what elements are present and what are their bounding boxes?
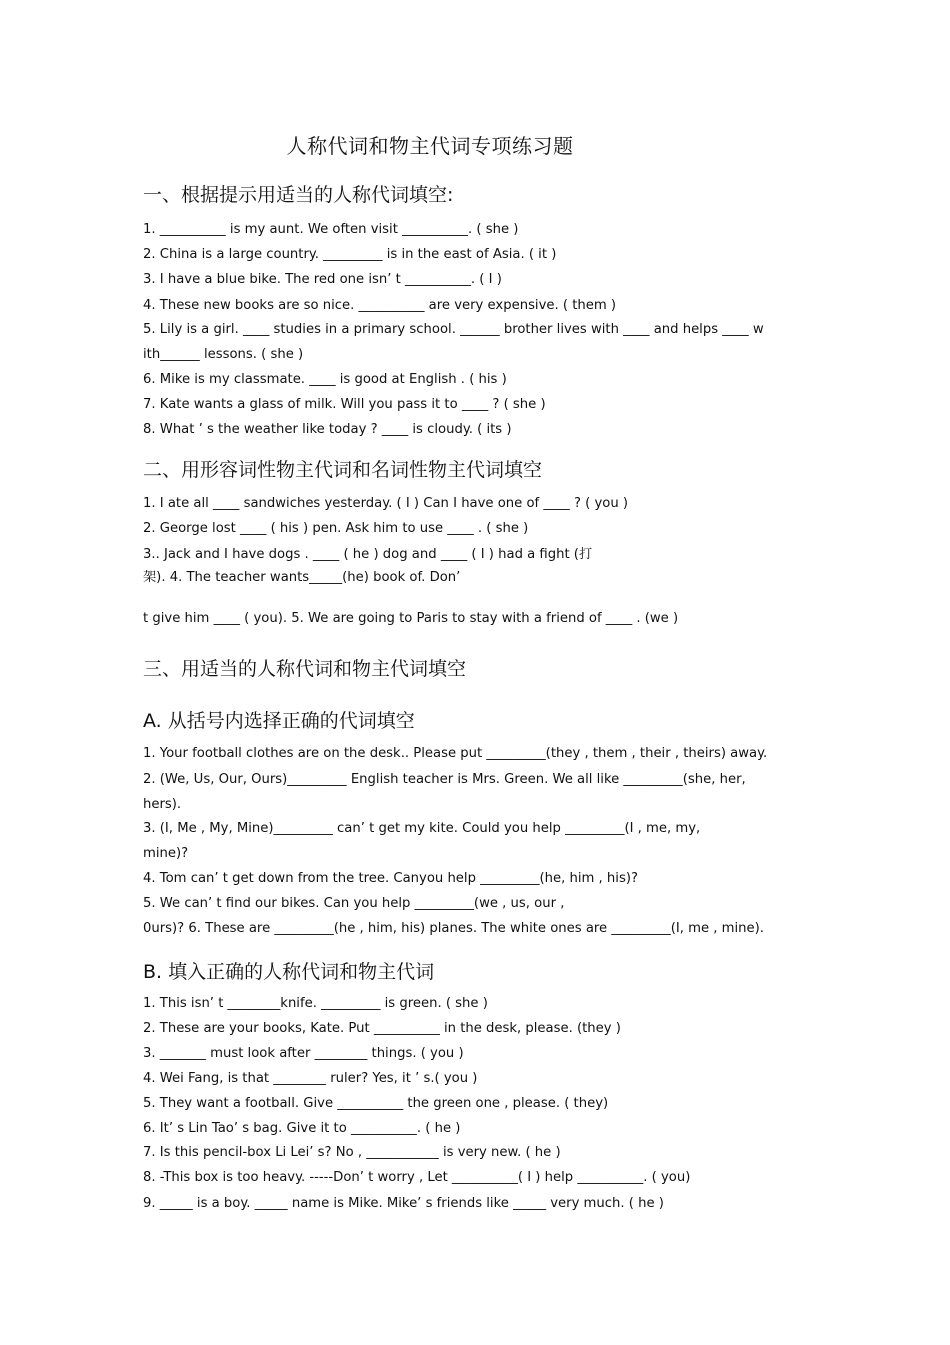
exercise-line: 1. I ate all ____ sandwiches yesterday. ( I ) Can I have one of ____ ? ( you ) — [143, 496, 629, 511]
exercise-line: hers). — [143, 797, 182, 812]
exercise-line: 6. It’ s Lin Tao’ s bag. Give it to __________. ( he ) — [143, 1121, 461, 1136]
exercise-line: t give him ____ ( you). 5. We are going to Paris to stay with a friend of ____ . (we ) — [143, 611, 679, 626]
page-title: 人称代词和物主代词专项练习题 — [286, 134, 574, 158]
exercise-line: 3. _______ must look after ________ things. ( you ) — [143, 1046, 464, 1061]
exercise-line: 1. __________ is my aunt. We often visit __________. ( she ) — [143, 222, 519, 237]
exercise-line: ith______ lessons. ( she ) — [143, 347, 304, 362]
exercise-line: 0urs)? 6. These are _________(he , him, his) planes. The white ones are _________(I, me , mine). — [143, 921, 764, 936]
part-a-heading: A. 从括号内选择正确的代词填空 — [143, 710, 415, 732]
exercise-line: 7. Kate wants a glass of milk. Will you pass it to ____ ? ( she ) — [143, 397, 546, 412]
exercise-line: 4. Wei Fang, is that ________ ruler? Yes, it ’ s.( you ) — [143, 1071, 478, 1086]
exercise-line: 1. Your football clothes are on the desk.. Please put _________(they , them , their , theirs) away. — [143, 746, 768, 761]
exercise-line: 3. I have a blue bike. The red one isn’ t __________. ( I ) — [143, 272, 502, 287]
exercise-line: 2. (We, Us, Our, Ours)_________ English teacher is Mrs. Green. We all like _________(she, her, — [143, 772, 746, 787]
exercise-line: 5. We can’ t find our bikes. Can you help _________(we , us, our , — [143, 896, 565, 911]
exercise-line: 7. Is this pencil-box Li Lei’ s? No , ___________ is very new. ( he ) — [143, 1145, 561, 1160]
exercise-line: 2. China is a large country. _________ is in the east of Asia. ( it ) — [143, 247, 557, 262]
exercise-line: mine)? — [143, 846, 189, 861]
section1-heading: 一、根据提示用适当的人称代词填空: — [143, 184, 454, 206]
exercise-line: 9. _____ is a boy. _____ name is Mike. Mike’ s friends like _____ very much. ( he ) — [143, 1196, 664, 1211]
exercise-line: 架). 4. The teacher wants_____(he) book of. Don’ — [143, 570, 461, 585]
exercise-line: 8. -This box is too heavy. -----Don’ t worry , Let __________( I ) help __________. ( you) — [143, 1170, 691, 1185]
exercise-line: 5. They want a football. Give __________ the green one , please. ( they) — [143, 1096, 609, 1111]
exercise-line: 2. These are your books, Kate. Put __________ in the desk, please. (they ) — [143, 1021, 621, 1036]
section3-heading: 三、用适当的人称代词和物主代词填空 — [143, 658, 467, 680]
part-b-heading: B. 填入正确的人称代词和物主代词 — [143, 961, 435, 983]
exercise-line: 3. (I, Me , My, Mine)_________ can’ t get my kite. Could you help _________(I , me, my, — [143, 821, 701, 836]
section2-heading: 二、用形容词性物主代词和名词性物主代词填空 — [143, 459, 543, 481]
exercise-line: 1. This isn’ t ________knife. _________ is green. ( she ) — [143, 996, 488, 1011]
exercise-line: 3.. Jack and I have dogs . ____ ( he ) dog and ____ ( I ) had a fight (打 — [143, 547, 593, 562]
exercise-line: 8. What ’ s the weather like today ? ____ is cloudy. ( its ) — [143, 422, 512, 437]
exercise-line: 4. Tom can’ t get down from the tree. Canyou help _________(he, him , his)? — [143, 871, 638, 886]
exercise-line: 2. George lost ____ ( his ) pen. Ask him to use ____ . ( she ) — [143, 521, 529, 536]
exercise-line: 5. Lily is a girl. ____ studies in a primary school. ______ brother lives with ____ and helps ____ w — [143, 322, 764, 337]
exercise-line: 4. These new books are so nice. __________ are very expensive. ( them ) — [143, 298, 617, 313]
exercise-line: 6. Mike is my classmate. ____ is good at English . ( his ) — [143, 372, 507, 387]
